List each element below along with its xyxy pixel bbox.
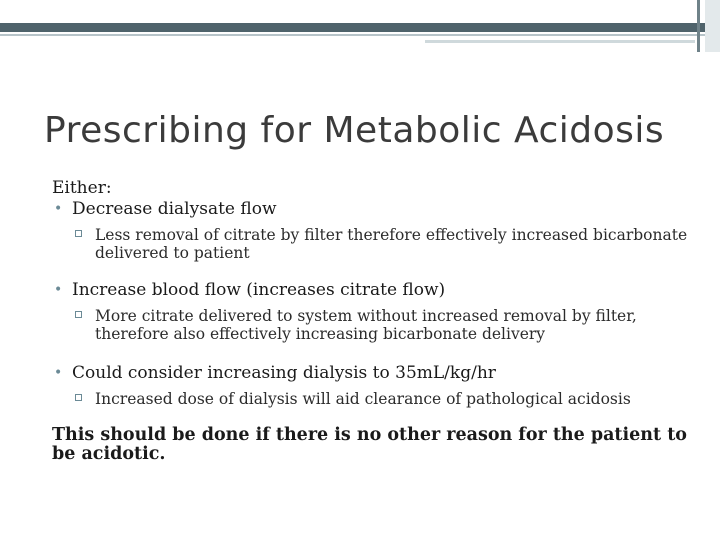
intro-text: Either: bbox=[52, 178, 112, 198]
sub-bullet-text: Increased dose of dialysis will aid clearance of pathological acidosis bbox=[95, 390, 631, 408]
sub-bullet-item bbox=[52, 226, 702, 262]
square-bullet-icon bbox=[75, 394, 82, 401]
sub-bullet-text: Less removal of citrate by filter therefore effectively increased bicarbonate delivered to patient bbox=[95, 226, 688, 262]
bullet-text: Increase blood flow (increases citrate flow) bbox=[72, 280, 446, 300]
header-thin-line bbox=[0, 34, 720, 36]
sub-bullet-text: More citrate delivered to system without increased removal by filter, therefore also effectively increasing bicarbonate delivery bbox=[95, 307, 637, 343]
bullet-item bbox=[52, 280, 702, 301]
closing-statement: This should be done if there is no other reason for the patient to be acidotic. bbox=[52, 425, 687, 464]
corner-vertical-bar bbox=[697, 0, 700, 52]
bullet-item bbox=[52, 363, 702, 384]
square-bullet-icon bbox=[75, 230, 82, 237]
bullet-text: Could consider increasing dialysis to 35mL/kg/hr bbox=[72, 363, 496, 383]
header-thin-accent bbox=[425, 40, 695, 43]
sub-bullet-item bbox=[52, 307, 702, 343]
slide-body bbox=[52, 178, 702, 464]
header-band bbox=[0, 0, 720, 23]
bullet-dot-icon: • bbox=[54, 365, 63, 381]
sub-bullet-item bbox=[52, 390, 702, 408]
square-bullet-icon bbox=[75, 311, 82, 318]
bullet-dot-icon: • bbox=[54, 282, 63, 298]
bullet-text: Decrease dialysate flow bbox=[72, 199, 277, 219]
bullet-dot-icon: • bbox=[54, 201, 63, 217]
header-accent-bar bbox=[0, 23, 720, 32]
slide-title: Prescribing for Metabolic Acidosis bbox=[44, 110, 665, 151]
bullet-item bbox=[52, 199, 702, 220]
corner-vertical-panel bbox=[705, 0, 720, 52]
